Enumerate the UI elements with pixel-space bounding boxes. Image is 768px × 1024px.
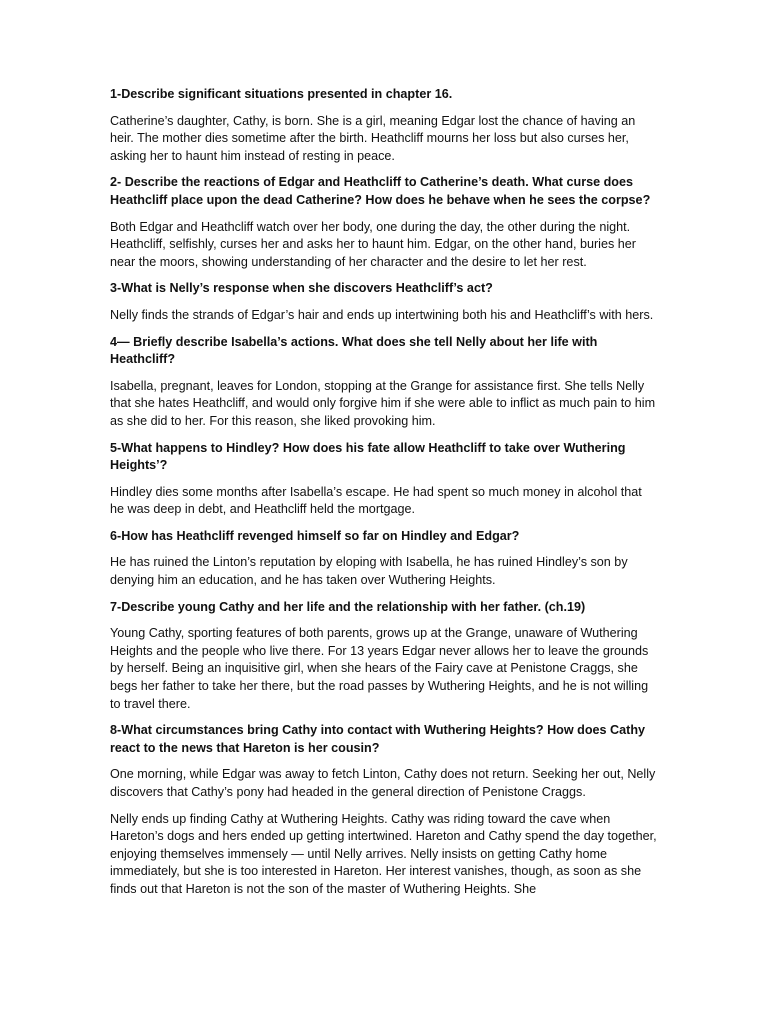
question-8: 8-What circumstances bring Cathy into contact with Wuthering Heights? How does Cathy react to the news that Hareton is her cousin? (110, 723, 646, 755)
answer-3: Nelly finds the strands of Edgar’s hair and ends up intertwining both his and Heathcliff’s with hers. (110, 307, 654, 322)
question-2: 2- Describe the reactions of Edgar and Heathcliff to Catherine’s death. What curse does Heathcliff place upon the dead Catherine? How does he behave when he sees the corpse? (110, 175, 651, 207)
answer-4: Isabella, pregnant, leaves for London, stopping at the Grange for assistance first. She tells Nelly that she hates Heathcliff, and would only forgive him if she were able to inflict as much pain to him as she did to her. For this reason, she liked provoking him. (110, 378, 656, 428)
answer-5: Hindley dies some months after Isabella’s escape. He had spent so much money in alcohol that he was deep in debt, and Heathcliff held the mortgage. (110, 484, 642, 517)
answer-1: Catherine’s daughter, Cathy, is born. She is a girl, meaning Edgar lost the chance of having an heir. The mother dies sometime after the birth. Heathcliff mourns her loss but also curses her, asking her to haunt him instead of resting in peace. (110, 113, 636, 163)
question-6: 6-How has Heathcliff revenged himself so far on Hindley and Edgar? (110, 528, 520, 543)
answer-7: Young Cathy, sporting features of both parents, grows up at the Grange, unaware of Wuthering Heights and the people who live there. For 13 years Edgar never allows her to leave the grounds by herself. Being an inquisitive girl, when she hears of the Fairy cave at Penistone Craggs, she begs her father to take her there, but the road passes by Wuthering Heights, and he is not willing to travel there. (110, 626, 649, 711)
answer-8b: Nelly ends up finding Cathy at Wuthering Heights. Cathy was riding toward the cave when Hareton’s dogs and hers ended up getting intertwined. Hareton and Cathy spend the day together, enjoying themselves immensely — until Nelly arrives. Nelly insists on getting Cathy home immediately, but she is too interested in Hareton. Her interest vanishes, though, as soon as she finds out that Hareton is not the son of the master of Wuthering Heights. She (110, 811, 657, 896)
question-5: 5-What happens to Hindley? How does his fate allow Heathcliff to take over Wuthering Heights’? (110, 440, 626, 473)
question-3: 3-What is Nelly’s response when she discovers Heathcliff’s act? (110, 281, 493, 296)
question-4: 4— Briefly describe Isabella’s actions. What does she tell Nelly about her life with Heathcliff? (110, 334, 598, 367)
question-1: 1-Describe significant situations presented in chapter 16. (110, 87, 453, 101)
answer-6: He has ruined the Linton’s reputation by eloping with Isabella, he has ruined Hindley’s son by denying him an education, and he has taken over Wuthering Heights. (110, 555, 628, 588)
question-7: 7-Describe young Cathy and her life and the relationship with her father. (ch.19) (110, 599, 586, 614)
answer-8a: One morning, while Edgar was away to fetch Linton, Cathy does not return. Seeking her out, Nelly discovers that Cathy’s pony had headed in the general direction of Penistone Craggs. (110, 767, 656, 799)
answer-2: Both Edgar and Heathcliff watch over her body, one during the day, the other during the night. Heathcliff, selfishly, curses her and asks her to haunt him. Edgar, on the other hand, buries her near the moors, showing understanding of her character and the desire to let her rest. (110, 219, 636, 269)
